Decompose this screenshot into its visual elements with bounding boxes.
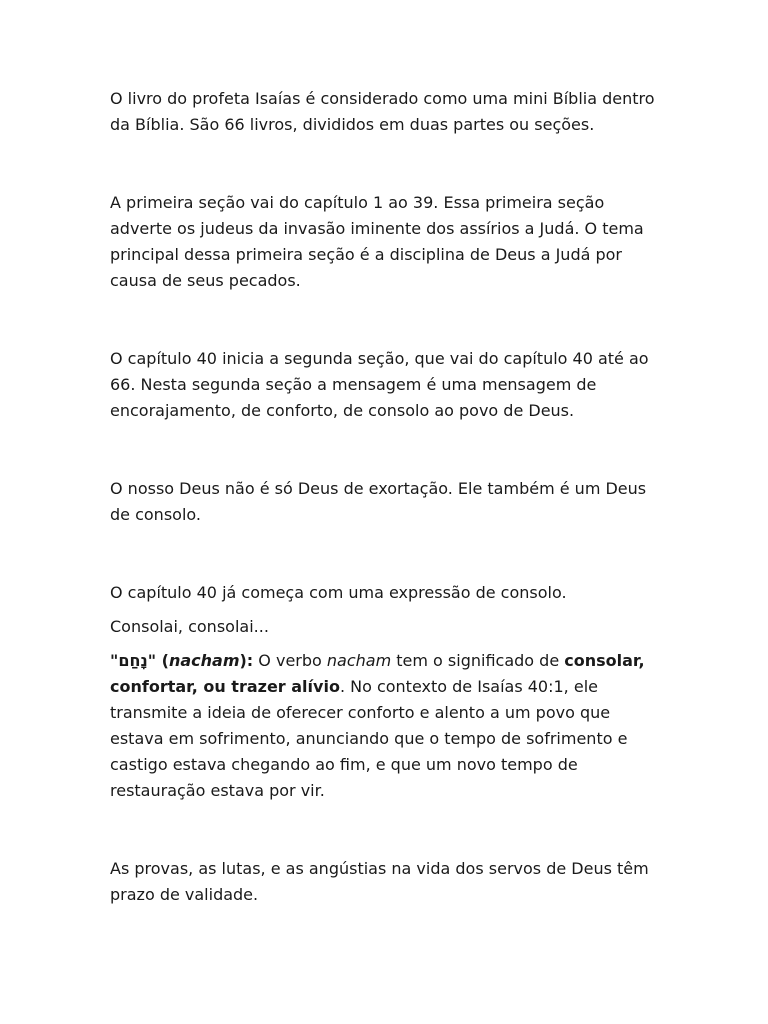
paragraph-consolai: Consolai, consolai...	[110, 617, 269, 636]
meaning-bold: consolar, confortar, ou trazer alívio	[110, 651, 645, 696]
paragraph-god-consolation: O nosso Deus não é só Deus de exortação. Ele também é um Deus de consolo.	[110, 479, 647, 524]
paragraph-intro: O livro do profeta Isaías é considerado como uma mini Bíblia dentro da Bíblia. São 66 livros, divididos em duas partes ou seções.	[110, 89, 655, 134]
paragraph-second-section: O capítulo 40 inicia a segunda seção, que vai do capítulo 40 até ao 66. Nesta segunda seção a mensagem é uma mensagem de encorajamento, de conforto, de consolo ao povo de Deus.	[110, 349, 649, 420]
paragraph-chapter-40: O capítulo 40 já começa com uma expressão de consolo.	[110, 583, 567, 602]
transliteration: nacham	[168, 651, 240, 670]
paragraph-first-section: A primeira seção vai do capítulo 1 ao 39. Essa primeira seção adverte os judeus da invasão iminente dos assírios a Judá. O tema principal dessa primeira seção é a disciplina de Deus a Judá por causa de seus pecados.	[110, 193, 644, 290]
definition-text-1: O verbo	[253, 651, 327, 670]
paragraph-nacham-definition	[110, 648, 658, 804]
definition-text-2: tem o significado de	[391, 651, 565, 670]
definition-text-3: . No contexto de Isaías 40:1, ele transmite a ideia de oferecer conforto e alento a um povo que estava em sofrimento, anunciando que o tempo de sofrimento e castigo estava chegando ao fim, e que um novo tempo de restauração estava por vir.	[110, 677, 628, 800]
paragraph-closing: As provas, as lutas, e as angústias na vida dos servos de Deus têm prazo de validade.	[110, 859, 649, 904]
verb-italic: nacham	[326, 651, 392, 670]
term-close: ):	[239, 651, 254, 670]
document-body	[110, 86, 658, 908]
hebrew-term: "נָחַם" (	[110, 651, 169, 670]
